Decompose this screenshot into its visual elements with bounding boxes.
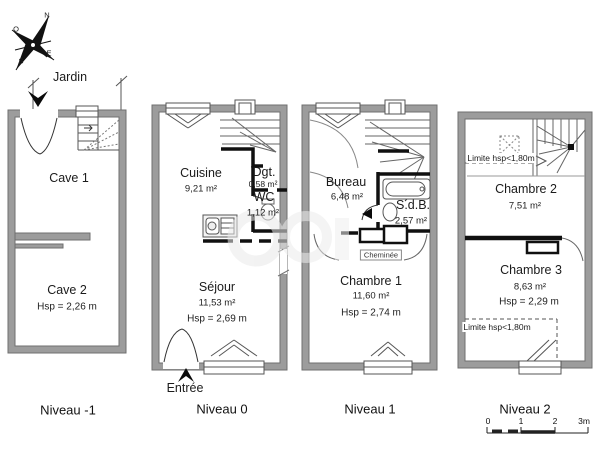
fireplace-icon <box>360 226 407 243</box>
entrance-label: Entrée <box>166 381 204 395</box>
compass-west-label: O <box>13 24 19 34</box>
level-0-plan <box>152 100 289 382</box>
cave-partition-wall2 <box>15 244 63 248</box>
compass-south-label: S <box>18 56 24 66</box>
cave-window <box>76 106 98 117</box>
room-label-dgt: Dgt. <box>252 165 276 179</box>
small-top-window <box>385 100 405 114</box>
room-label-cave1: Cave 1 <box>49 171 89 185</box>
room-label-cave2: Cave 2 <box>47 283 87 297</box>
height-limit-label-bottom: Limite hsp<1,80m <box>463 322 531 332</box>
scale-tick-3m: 3m <box>578 416 590 426</box>
scale-bar <box>487 427 588 433</box>
compass-east-label: E <box>46 48 52 58</box>
room-label-cuisine: Cuisine <box>180 166 222 180</box>
room-label-sejour: Séjour <box>198 280 236 294</box>
bathtub-icon <box>383 179 430 199</box>
caption-niveau-0: Niveau 0 <box>196 401 248 417</box>
level-2-plan <box>458 112 592 374</box>
garden-label: Jardin <box>52 70 88 84</box>
scale-tick-0: 0 <box>485 416 491 426</box>
small-top-window <box>235 100 255 114</box>
fireplace-label: Cheminée <box>360 250 402 261</box>
area-label-wc: 1,12 m² <box>246 207 280 219</box>
entry-door-opening <box>163 355 199 369</box>
room-label-chambre1: Chambre 1 <box>340 274 402 288</box>
cave-partition-wall <box>15 233 90 240</box>
area-label-sdb: 2,57 m² <box>394 215 428 227</box>
room-label-sdb: S.d.B. <box>395 198 431 212</box>
height-limit-label-top: Limite hsp<1,80m <box>467 153 535 163</box>
room-label-bureau: Bureau <box>325 175 367 189</box>
scale-tick-2: 2 <box>552 416 558 426</box>
hsp-label-chambre3: Hsp = 2,29 m <box>499 296 559 308</box>
caption-niveau-minus1: Niveau -1 <box>40 402 96 418</box>
caption-niveau-1: Niveau 1 <box>344 401 396 417</box>
room-label-chambre2: Chambre 2 <box>495 182 557 196</box>
hsp-label-sejour: Hsp = 2,69 m <box>187 313 247 325</box>
garden-entry-arrow-icon <box>28 91 48 107</box>
area-label-sejour: 11,53 m² <box>198 297 236 309</box>
cave-door-opening <box>20 109 58 118</box>
area-label-bureau: 6,48 m² <box>330 191 364 203</box>
hsp-label-cave2: Hsp = 2,26 m <box>37 301 97 313</box>
level-minus1-plan <box>8 106 126 353</box>
room-label-chambre3: Chambre 3 <box>500 263 562 277</box>
scale-tick-1: 1 <box>518 416 524 426</box>
hsp-label-chambre1: Hsp = 2,74 m <box>341 307 401 319</box>
area-label-chambre3: 8,63 m² <box>513 281 547 293</box>
area-label-dgt: 0,58 m² <box>248 179 278 189</box>
compass-north-label: N <box>44 10 50 20</box>
area-label-cuisine: 9,21 m² <box>184 183 218 195</box>
caption-niveau-2: Niveau 2 <box>499 401 551 417</box>
area-label-chambre1: 11,60 m² <box>352 290 390 302</box>
room-label-wc: WC <box>253 190 275 204</box>
area-label-chambre2: 7,51 m² <box>508 200 542 212</box>
